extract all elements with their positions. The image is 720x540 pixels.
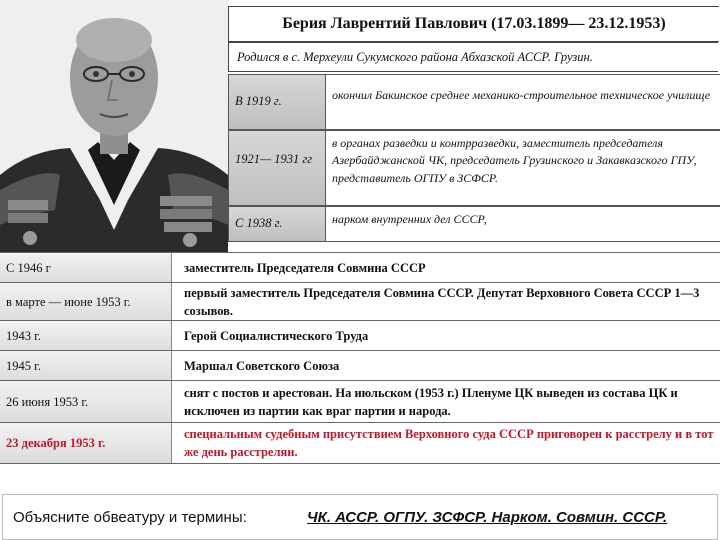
row-text: снят с постов и арестован. На июльском (1953 г.) Пленуме ЦК выведен из состава ЦК и исключен из партии как враг партии и народа. [184,385,678,418]
task-label: Объясните обвеатуру и термины: [13,509,247,526]
row-text: окончил Бакинское среднее механико-строительное техническое училище [326,74,720,130]
table-row [0,252,720,283]
row-date: 26 июня 1953 г. [0,381,172,423]
row-text: Герой Социалистического Труда [184,328,369,343]
table-row [0,380,720,423]
row-text: Маршал Советского Союза [184,358,340,373]
bio-top-table [228,0,720,252]
row-text: заместитель Председателя Совмина СССР [184,260,426,275]
portrait-photo [0,0,228,252]
page-title: Берия Лаврентий Павлович (17.03.1899— 23.12.1953) [228,6,719,42]
table-row [228,130,720,206]
table-row [228,206,720,242]
row-text: нарком внутренних дел СССР, [326,206,720,242]
row-text: в органах разведки и контрразведки, заместитель председателя Азербайджанской ЧК, председатель Грузинского и Закавказского ГПУ, представитель ОГПУ в ЗСФСР. [326,130,720,206]
task-footer [0,492,720,540]
row-date: в марте — июне 1953 г. [0,283,172,321]
table-row [0,320,720,351]
row-date: С 1946 г [0,253,172,283]
terms-list: ЧК. АССР. ОГПУ. ЗСФСР. Нарком. Совмин. СССР. [307,509,668,526]
task-box [2,494,718,540]
row-text: первый заместитель Председателя Совмина СССР. Депутат Верховного Совета СССР 1—3 созывов. [184,285,700,318]
row-text: специальным судебным присутствием Верховного суда СССР приговорен к расстрелу и в тот же день расстрелян. [184,426,714,459]
table-row [228,74,720,130]
row-date: 23 декабря 1953 г. [0,423,172,463]
table-row [0,350,720,381]
table-row [0,282,720,321]
row-date: 1921— 1931 гг [228,130,326,206]
row-date: 1945 г. [0,351,172,381]
row-date: В 1919 г. [228,74,326,130]
table-row [0,422,720,464]
birthplace-text: Родился в с. Мерхеули Сукумского района Абхазской АССР. Грузин. [228,42,718,72]
row-date: 1943 г. [0,321,172,351]
row-date: С 1938 г. [228,206,326,242]
